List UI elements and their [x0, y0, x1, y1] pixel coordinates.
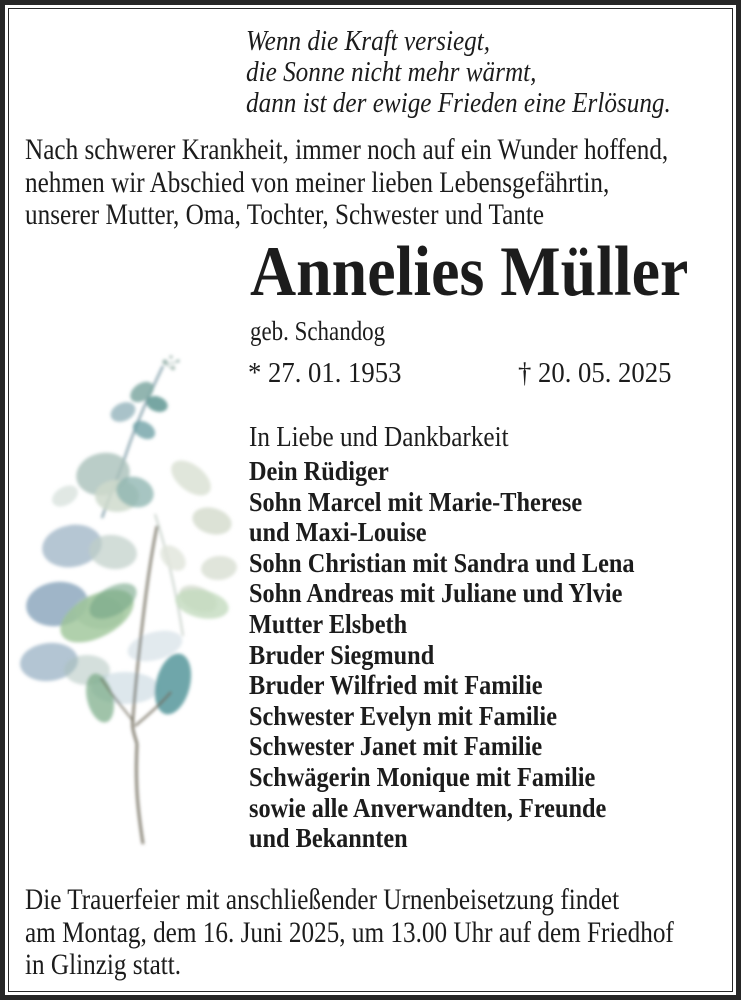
- funeral-line: Die Trauerfeier mit anschließender Urnenbeisetzung findet: [25, 883, 620, 916]
- quote-line: Wenn die Kraft versiegt,: [246, 26, 491, 57]
- mourner-line: Mutter Elsbeth: [249, 608, 408, 639]
- eucalyptus-watercolor-illustration: [5, 346, 245, 856]
- mourner-line: Sohn Marcel mit Marie-Therese: [249, 486, 583, 517]
- intro-line: Nach schwerer Krankheit, immer noch auf ein Wunder hoffend,: [25, 133, 669, 166]
- funeral-info: [25, 884, 741, 982]
- quote-line: die Sonne nicht mehr wärmt,: [246, 57, 537, 88]
- mourners-list: [249, 456, 677, 854]
- cross-of-death-symbol: †: [518, 357, 532, 389]
- mourner-line: Schwester Janet mit Familie: [249, 731, 543, 762]
- farewell-line: In Liebe und Dankbarkeit: [249, 422, 509, 453]
- funeral-line: am Montag, dem 16. Juni 2025, um 13.00 Uhr auf dem Friedhof: [25, 915, 674, 949]
- maiden-name: geb. Schandog: [250, 316, 386, 346]
- mourner-line: Dein Rüdiger: [249, 456, 389, 486]
- intro-line: unserer Mutter, Oma, Tochter, Schwester und Tante: [25, 198, 545, 231]
- birth-date-value: 27. 01. 1953: [268, 357, 402, 389]
- death-date: [518, 357, 685, 390]
- intro-line: nehmen wir Abschied von meiner lieben Lebensgefährtin,: [25, 165, 610, 199]
- star-of-birth-symbol: *: [248, 357, 262, 389]
- mourner-line: und Maxi-Louise: [249, 517, 427, 548]
- mourner-line: Bruder Siegmund: [249, 639, 435, 670]
- mourner-line: Schwägerin Monique mit Familie: [249, 761, 596, 792]
- memorial-quote: [246, 26, 718, 119]
- intro-text: [25, 134, 741, 232]
- mourner-line: und Bekannten: [249, 823, 408, 854]
- funeral-line: in Glinzig statt.: [25, 948, 182, 981]
- quote-line: dann ist der ewige Frieden eine Erlösung.: [246, 88, 671, 119]
- death-date-value: 20. 05. 2025: [538, 357, 672, 389]
- mourner-line: Sohn Christian mit Sandra und Lena: [249, 547, 635, 578]
- mourner-line: sowie alle Anverwandten, Freunde: [249, 792, 607, 823]
- deceased-name: Annelies Müller: [250, 233, 689, 311]
- mourner-line: Schwester Evelyn mit Familie: [249, 700, 557, 731]
- mourner-line: Bruder Wilfried mit Familie: [249, 670, 543, 701]
- mourner-line: Sohn Andreas mit Juliane und Ylvie: [249, 578, 623, 609]
- birth-date: [248, 357, 415, 390]
